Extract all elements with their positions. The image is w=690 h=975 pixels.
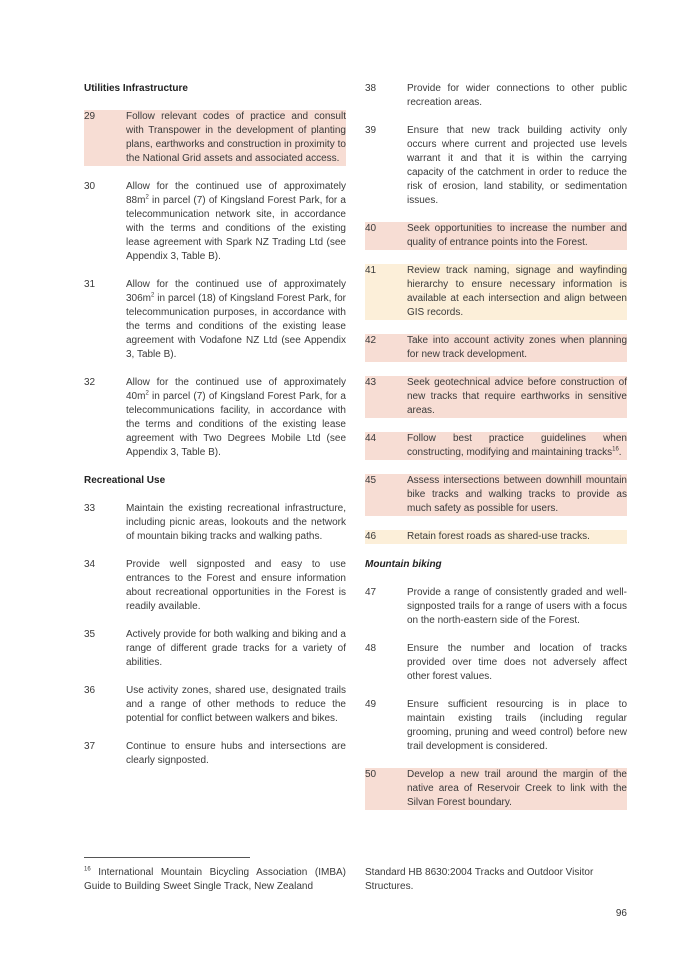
policy-number: 41 [365,265,377,276]
policy-text: Maintain the existing recreational infrastructure, including picnic areas, lookouts and the network of mountain biking tracks and walking paths. [126,503,346,542]
policy-item [365,530,627,544]
policy-item [84,110,346,166]
policy-text: Develop a new trail around the margin of the native area of Reservoir Creek to link with the Silvan Forest boundary. [407,769,627,808]
policy-text: Actively provide for both walking and biking and a range of different grade tracks for a variety of abilities. [126,629,346,668]
policy-item [84,278,346,362]
superscript: 2 [145,194,149,201]
policy-text: Continue to ensure hubs and intersections are clearly signposted. [126,741,346,766]
utilities-list [84,110,346,460]
policy-text: Ensure that new track building activity only occurs where current and projected use levels warrant it and that it is within the carrying capacity of the catchment in order to reduce the risk of erosion, land stability, or sedimentation issues. [407,125,627,206]
policy-item [365,768,627,810]
policy-number: 49 [365,699,377,710]
policy-number: 45 [365,475,377,486]
policy-number: 30 [84,181,96,192]
policy-text-part: Allow for the continued use of approximately 40m [126,377,346,402]
policy-text-part: Allow for the continued use of approximately 88m [126,181,346,206]
policy-text: Retain forest roads as shared-use tracks. [407,531,590,542]
policy-item [365,124,627,208]
policy-number: 50 [365,769,377,780]
policy-item [365,642,627,684]
policy-text: Seek opportunities to increase the number and quality of entrance points into the Forest. [407,223,627,248]
superscript: 2 [145,390,149,397]
superscript: 16 [612,446,619,453]
policy-item [84,180,346,264]
policy-number: 29 [84,111,96,122]
policy-text [126,376,346,460]
policy-text: Provide a range of consistently graded and well-signposted trails for a range of users with a focus on the north-eastern side of the Forest. [407,587,627,626]
policy-number: 33 [84,503,96,514]
footnote-right: Standard HB 8630:2004 Tracks and Outdoor Visitor Structures. [365,867,594,892]
policy-item [84,628,346,670]
policy-number: 46 [365,531,377,542]
policy-text: Use activity zones, shared use, designated trails and a range of other methods to reduce the potential for conflict between walkers and bikes. [126,685,346,724]
section-heading-recreational: Recreational Use [84,475,166,486]
policy-item [365,222,627,250]
policy-item [365,698,627,754]
policy-item [365,264,627,320]
policy-text: Seek geotechnical advice before construction of new tracks that require earthworks in sensitive areas. [407,377,627,416]
policy-item [365,82,627,110]
policy-text: Provide well signposted and easy to use entrances to the Forest and ensure information about recreational opportunities in the Forest is readily available. [126,559,346,612]
policy-item [365,474,627,516]
policy-text-part: in parcel (7) of Kingsland Forest Park, for a telecommunications facility, in accordance with the terms and conditions of the existing lease agreement with Two Degrees Mobile Ltd (see Appendix 3, Table B). [126,391,346,458]
policy-text-part: in parcel (18) of Kingsland Forest Park, for telecommunication purposes, in accordance with the terms and conditions of the existing lease agreement with Vodafone NZ Ltd (see Appendix 3, Table B). [126,293,346,360]
policy-text-part: Allow for the continued use of approximately 306m [126,279,346,304]
left-column [84,82,346,782]
right-column [365,82,627,824]
policy-item [365,376,627,418]
policy-number: 47 [365,587,377,598]
recreational-list-continued [365,82,627,544]
subsection-heading-mountain-biking: Mountain biking [365,559,442,570]
policy-text-part: . [618,447,622,458]
page-number: 96 [615,908,627,919]
policy-number: 38 [365,83,377,94]
superscript: 2 [151,292,155,299]
mountain-biking-list [365,586,627,810]
policy-number: 44 [365,433,377,444]
policy-text: Ensure sufficient resourcing is in place to maintain existing trails (including regular grooming, pruning and weed control) before new trail development is considered. [407,699,627,752]
policy-text: Ensure the number and location of tracks provided over time does not adversely affect other forest values. [407,643,627,682]
footnote-marker: 16 [84,866,91,873]
policy-item [84,740,346,768]
policy-text [126,278,346,362]
policy-number: 36 [84,685,96,696]
policy-text: Follow relevant codes of practice and consult with Transpower in the development of planting plans, earthworks and construction in proximity to the National Grid assets and associated access. [126,111,346,164]
policy-item [84,376,346,460]
footnote-divider [84,857,250,858]
policy-number: 42 [365,335,377,346]
policy-text-part: Follow best practice guidelines when constructing, modifying and maintaining tracks [407,433,627,458]
policy-number: 34 [84,559,96,570]
policy-text: Provide for wider connections to other public recreation areas. [407,83,627,108]
policy-number: 37 [84,741,96,752]
policy-number: 43 [365,377,377,388]
policy-number: 39 [365,125,377,136]
policy-number: 40 [365,223,377,234]
policy-item [84,558,346,614]
footnote-text-left: International Mountain Bicycling Association (IMBA) Guide to Building Sweet Single Track, New Zealand [84,867,346,892]
policy-text: Review track naming, signage and wayfinding hierarchy to ensure necessary information is available at each intersection and align between GIS records. [407,265,627,318]
policy-text: Take into account activity zones when planning for new track development. [407,335,627,360]
recreational-list [84,502,346,768]
section-heading-utilities: Utilities Infrastructure [84,83,188,94]
policy-number: 48 [365,643,377,654]
policy-text: Assess intersections between downhill mountain bike tracks and walking tracks to provide as much safety as possible for users. [407,475,627,514]
policy-item [84,502,346,544]
policy-number: 31 [84,279,96,290]
policy-number: 35 [84,629,96,640]
policy-item [365,334,627,362]
policy-text [407,432,627,460]
policy-number: 32 [84,377,96,388]
footnote-left [84,866,346,894]
policy-item [365,586,627,628]
policy-text-part: in parcel (7) of Kingsland Forest Park, for a telecommunication network site, in accordance with the terms and conditions of the existing lease agreement with Spark NZ Trading Ltd (see Appendix 3, Table B). [126,195,346,262]
policy-item [84,684,346,726]
policy-text [126,180,346,264]
policy-item [365,432,627,460]
